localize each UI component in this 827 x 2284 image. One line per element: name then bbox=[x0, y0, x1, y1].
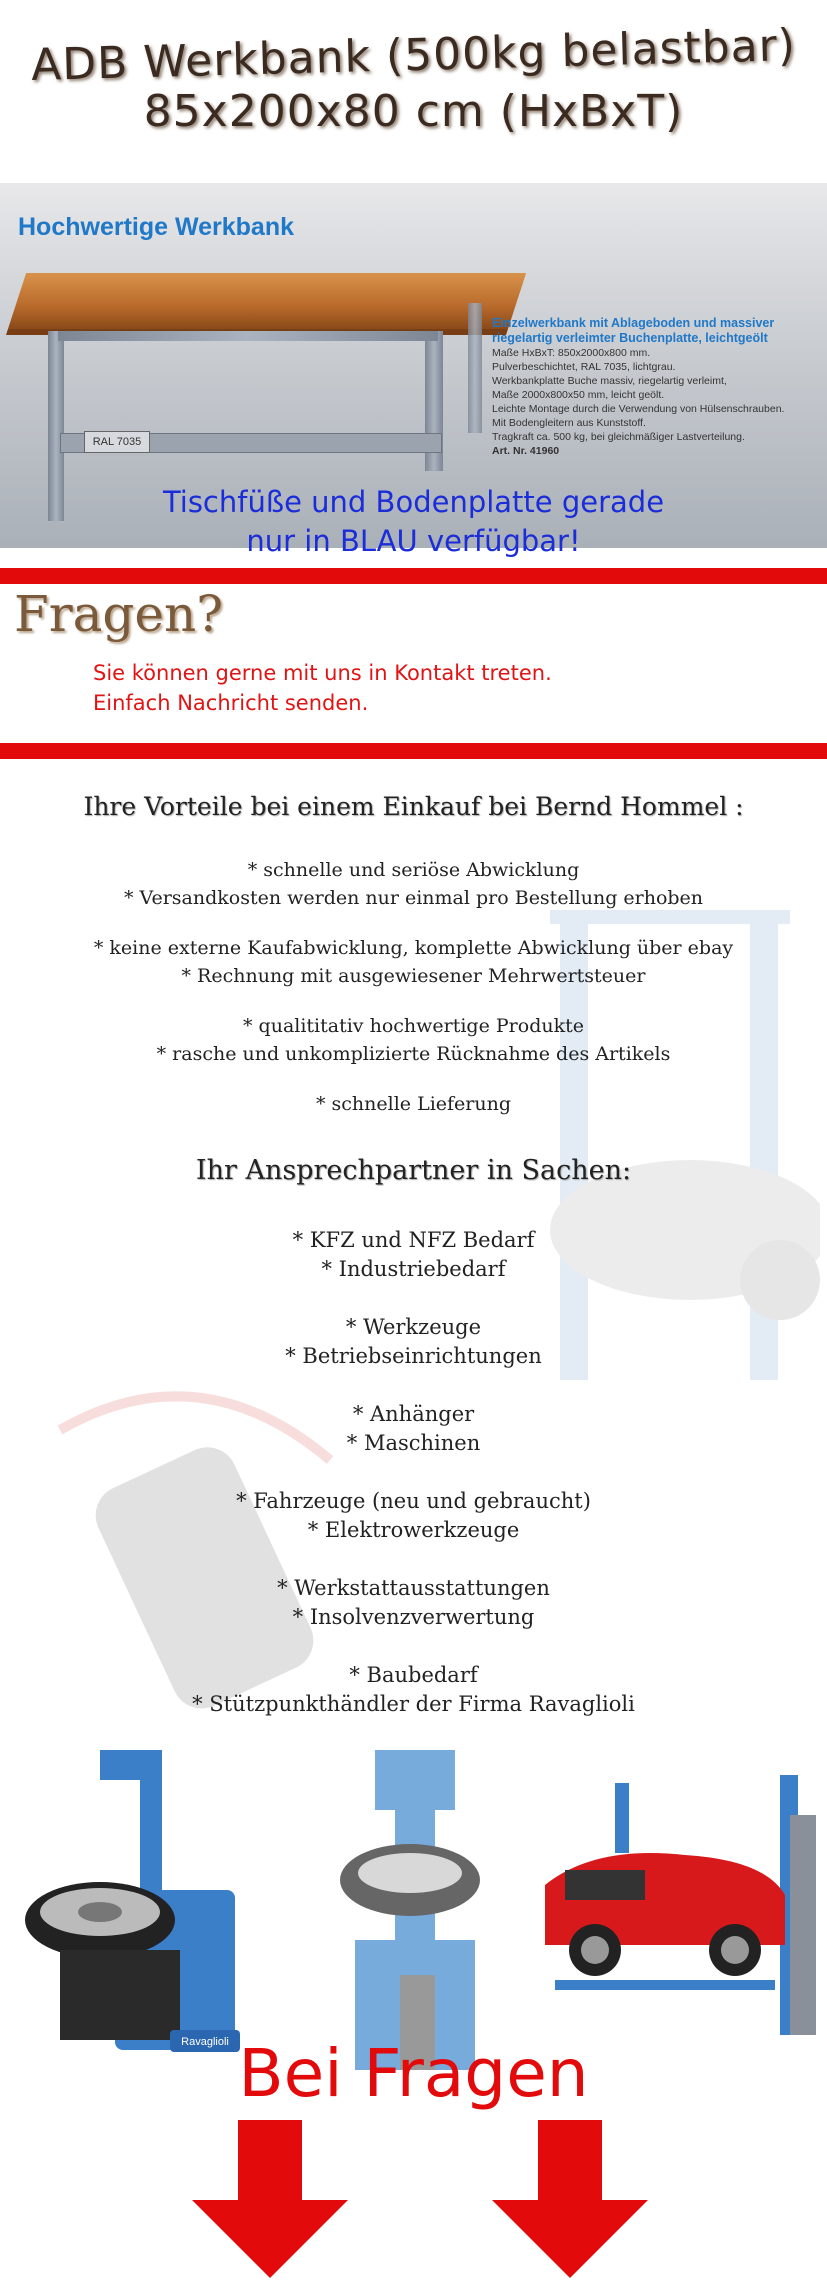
workbench-top bbox=[6, 273, 526, 335]
cta-heading: Bei Fragen bbox=[238, 2035, 589, 2112]
advantage-item: * schnelle Lieferung bbox=[315, 1093, 512, 1115]
service-item: * KFZ und NFZ Bedarf bbox=[292, 1228, 535, 1252]
product-title-line2: 85x200x80 cm (HxBxT) bbox=[143, 86, 684, 137]
arrow-down-left-icon bbox=[190, 2120, 350, 2280]
advantage-item: * schnelle und seriöse Abwicklung bbox=[247, 859, 580, 881]
advantage-item: * Rechnung mit ausgewiesener Mehrwertsteuer bbox=[181, 965, 646, 987]
service-item: * Baubedarf bbox=[349, 1663, 478, 1687]
product-title-line1: ADB Werkbank (500kg belastbar) bbox=[30, 19, 797, 92]
color-note-line1: Tischfüße und Bodenplatte gerade bbox=[162, 485, 665, 519]
divider-red-thin bbox=[0, 568, 827, 571]
service-item: * Elektrowerkzeuge bbox=[307, 1518, 520, 1542]
color-note-line2: nur in BLAU verfügbar! bbox=[246, 524, 581, 558]
spec-line: Mit Bodengleitern aus Kunststoff. bbox=[492, 417, 646, 429]
service-item: * Anhänger bbox=[352, 1402, 475, 1426]
advantages-list bbox=[0, 856, 827, 1118]
service-item: * Industriebedarf bbox=[321, 1257, 506, 1281]
contact-person-list bbox=[0, 1226, 827, 1719]
service-item: * Betriebseinrichtungen bbox=[285, 1344, 542, 1368]
spec-line: Leichte Montage durch die Verwendung von Hülsenschrauben. bbox=[492, 403, 785, 415]
spec-block bbox=[492, 316, 827, 458]
spec-title: Einzelwerkbank mit Ablageboden und massiver riegelartig verleimter Buchenplatte, leichtgeölt bbox=[492, 316, 775, 345]
page-header bbox=[0, 0, 827, 170]
article-number: Art. Nr. 41960 bbox=[492, 445, 560, 457]
workbench-frame bbox=[58, 331, 438, 341]
ral-badge: RAL 7035 bbox=[84, 431, 150, 453]
contact-text bbox=[93, 658, 552, 718]
tire-changer-image bbox=[20, 1740, 250, 2080]
banner-heading: Hochwertige Werkbank bbox=[18, 213, 295, 241]
arrow-down-right-icon bbox=[490, 2120, 650, 2280]
spec-line: Maße 2000x800x50 mm, leicht geölt. bbox=[492, 389, 665, 401]
divider-red-bottom bbox=[0, 743, 827, 759]
product-banner-image bbox=[0, 183, 827, 548]
car-lift-image bbox=[535, 1775, 825, 2045]
advantages-title: Ihre Vorteile bei einem Einkauf bei Bernd Hommel : bbox=[83, 792, 744, 821]
workbench-leg-back-right bbox=[468, 303, 482, 433]
advantage-item: * rasche und unkomplizierte Rücknahme des Artikels bbox=[156, 1043, 671, 1065]
spec-line: Tragkraft ca. 500 kg, bei gleichmäßiger Lastverteilung. bbox=[492, 431, 745, 443]
service-item: * Werkzeuge bbox=[345, 1315, 482, 1339]
service-item: * Insolvenzverwertung bbox=[292, 1605, 535, 1629]
tire-changer-image-2 bbox=[315, 1745, 515, 2075]
spec-line: Maße HxBxT: 850x2000x800 mm. bbox=[492, 347, 651, 359]
contact-line2: Einfach Nachricht senden. bbox=[93, 691, 369, 715]
advantage-item: * qualititativ hochwertige Produkte bbox=[243, 1015, 584, 1037]
spec-line: Pulverbeschichtet, RAL 7035, lichtgrau. bbox=[492, 361, 676, 373]
advantage-item: * keine externe Kaufabwicklung, komplette Abwicklung über ebay bbox=[93, 937, 734, 959]
ravaglioli-logo-text: Ravaglioli bbox=[181, 2036, 229, 2048]
service-item: * Maschinen bbox=[346, 1431, 481, 1455]
contact-person-title: Ihr Ansprechpartner in Sachen: bbox=[195, 1155, 632, 1186]
service-item: * Stützpunkthändler der Firma Ravaglioli bbox=[192, 1692, 635, 1716]
advantage-item: * Versandkosten werden nur einmal pro Bestellung erhoben bbox=[123, 887, 704, 909]
contact-line1: Sie können gerne mit uns in Kontakt treten. bbox=[93, 661, 552, 685]
service-item: * Fahrzeuge (neu und gebraucht) bbox=[236, 1489, 591, 1513]
service-item: * Werkstattausstattungen bbox=[277, 1576, 550, 1600]
questions-heading: Fragen? bbox=[14, 585, 224, 643]
spec-line: Werkbankplatte Buche massiv, riegelartig verleimt, bbox=[492, 375, 727, 387]
